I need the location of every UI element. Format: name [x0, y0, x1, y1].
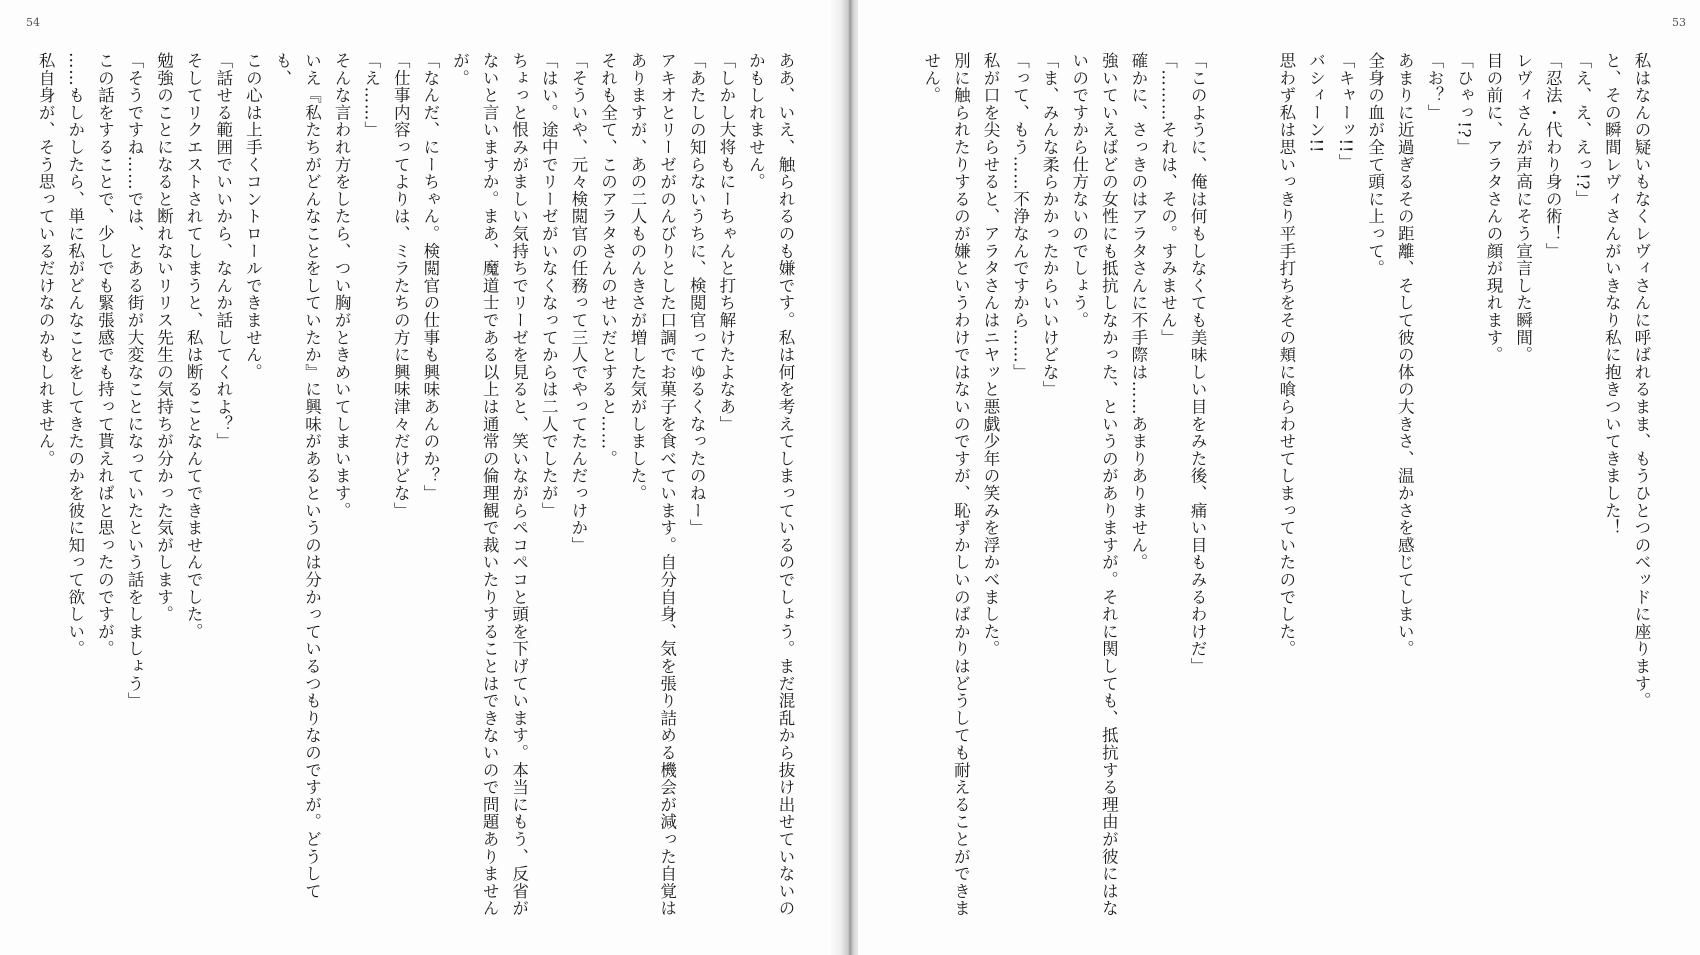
- text-line: それも全て、このアラタさんのせいだとすると……。: [598, 52, 618, 468]
- page-number-right: 53: [1672, 16, 1686, 29]
- text-line: ありますが、あの二人ものんきさが増した気がしました。: [628, 52, 648, 502]
- text-line: アキオとリーゼがのんびりとした口調でお菓子を食べています。自分自身、気を張り詰める機会が減った自覚は: [657, 52, 677, 917]
- text-line: ……もしかしたら、単に私がどんなことをしてきたのかを彼に知って欲しい。: [65, 52, 85, 658]
- text-line: 「そうですね……では、とある街が大変なことになっていたという話をしましょう」: [124, 52, 144, 710]
- text-line: 「ひゃっ!?」: [1454, 52, 1474, 156]
- text-line: この話をすることで、少しでも緊張感でも持って貰えればと思ったのですが。: [95, 52, 115, 658]
- text-line: そんな言われ方をしたら、つい胸がときめいてしまいます。: [332, 52, 352, 520]
- text-line: 「仕事内容ってよりは、ミラたちの方に興味津々だけどな」: [391, 52, 411, 520]
- text-line: 目の前に、アラタさんの顔が現れます。: [1484, 52, 1504, 364]
- text-line: 「そういや、元々検閲官の任務って三人でやってたんだっけか」: [568, 52, 588, 554]
- text-line: ああ、いえ、触られるのも嫌です。私は何を考えてしまっているのでしょう。まだ混乱から抜け出せていないの: [776, 52, 795, 917]
- text-line: 「はい。途中でリーゼがいなくなってからは二人でしたが」: [539, 52, 559, 520]
- text-line: あまりに近過ぎるその距離、そして彼の体の大きさ、温かさを感じてしまい。: [1395, 52, 1415, 658]
- text-line: ちょっと恨みがましい気持ちでリーゼを見ると、笑いながらペコペコと頭を下げています。本当にもう、反省が: [509, 52, 529, 917]
- text-line: この心は上手くコントロールできません。: [243, 52, 263, 381]
- text-line: 勉強のことになると断れないリリス先生の気持ちが分かった気がします。: [154, 52, 174, 623]
- text-line: かもしれません。: [746, 52, 766, 191]
- text-line: せん。: [921, 52, 941, 104]
- page-number-left: 54: [26, 16, 40, 29]
- text-line: 思わず私は思いっきり平手打ちをその頬に喰らわせてしまっていたのでした。: [1276, 52, 1296, 658]
- text-line: いえ『私たちがどんなことをしていたか』に興味があるというのは分かっているつもりなのですが。どうしても、: [272, 52, 322, 900]
- text-line: [1242, 52, 1272, 932]
- text-line: 「お？」: [1424, 52, 1444, 122]
- text-line: ないと言いますか。まあ、魔道士である以上は通常の倫理観で裁いたりすることはできないので問題ありませんが。: [450, 52, 500, 917]
- text-line: 「あたしの知らないうちに、検閲官ってゆるくなったのねー」: [687, 52, 707, 537]
- text-line: 「キャーッ!!」: [1336, 52, 1356, 171]
- right-page: [858, 0, 1700, 955]
- text-line: 「え……」: [361, 52, 381, 139]
- text-line: 別に触られたりするのが嫌というわけではないのですが、恥ずかしいのばかりはどうしても耐えることができま: [951, 52, 971, 917]
- text-line: 「忍法・代わり身の術！」: [1543, 52, 1563, 260]
- right-page-body: [921, 52, 1656, 932]
- text-line: 「話せる範囲でいいから、なんか話してくれよ？」: [213, 52, 233, 450]
- text-line: 「………それは、その。すみません」: [1158, 52, 1178, 347]
- text-line: 「このように、俺は何もしなくても美味しい目をみた後、痛い目もみるわけだ」: [1188, 52, 1208, 675]
- text-line: 確かに、さっきのはアラタさんに不手際は……あまりありません。: [1128, 52, 1148, 571]
- text-line: 「ま、みんな柔らかかったからいいけどな」: [1040, 52, 1060, 398]
- text-line: 「しかし大将もにーちゃんと打ち解けたよなあ」: [716, 52, 736, 433]
- left-page: [0, 0, 840, 955]
- text-line: そしてリクエストされてしまうと、私は断ることなんてできませんでした。: [184, 52, 204, 641]
- left-page-body: [36, 52, 800, 932]
- text-line: 私はなんの疑いもなくレヴィさんに呼ばれるまま、もうひとつのベッドに座ります。: [1632, 52, 1651, 710]
- text-line: バシィーン!!: [1306, 52, 1326, 154]
- text-line: 「え、え、えっ!?」: [1572, 52, 1592, 208]
- text-line: 「って、もう……不浄なんですから……」: [1010, 52, 1030, 381]
- text-line: 私自身が、そう思っているだけなのかもしれません。: [36, 52, 56, 468]
- text-line: レヴィさんが声高にそう宣言した瞬間。: [1513, 52, 1533, 364]
- text-line: 強いていえばどの女性にも抵抗しなかった、というのがありますが。それに関しても、抵抗する理由が彼にはな: [1099, 52, 1119, 917]
- text-line: 私が口を尖らせると、アラタさんはニヤッと悪戯少年の笑みを浮かべました。: [980, 52, 1000, 658]
- text-line: 全身の血が全て頭に上って。: [1365, 52, 1385, 277]
- text-line: と、その瞬間レヴィさんがいきなり私に抱きついてきました！: [1602, 52, 1622, 537]
- text-line: いのですから仕方ないのでしょう。: [1069, 52, 1089, 329]
- text-line: [1212, 52, 1242, 932]
- text-line: 「なんだ、にーちゃん。検閲官の仕事も興味あんのか？」: [420, 52, 440, 502]
